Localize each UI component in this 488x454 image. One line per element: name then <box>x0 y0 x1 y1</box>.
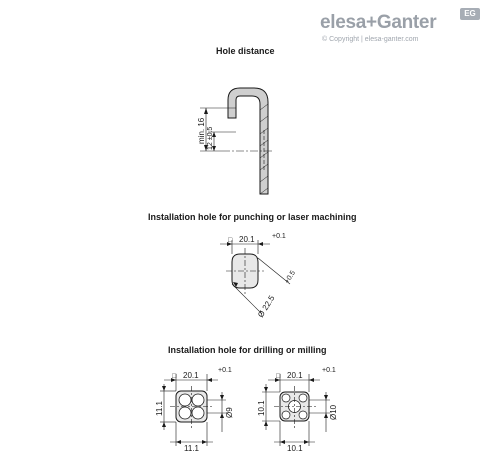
drilling-right-drawing <box>257 367 338 453</box>
heading-hole-distance: Hole distance <box>216 46 275 56</box>
punching-drawing <box>220 233 297 319</box>
drill-hole-right-bl <box>282 411 290 419</box>
dim-12-label: 12 ±0.5 <box>207 126 214 150</box>
dim-left-bottom-label: 11.1 <box>184 444 199 453</box>
dim-right-width-label: 20.1 <box>287 371 303 380</box>
diameter-label: Ø 22.5 <box>256 293 277 320</box>
drill-hole-bl <box>179 407 191 419</box>
dim-left-width-label: 20.1 <box>183 371 199 380</box>
dim-left-diameter-label: Ø9 <box>225 407 234 418</box>
drill-hole-right-br <box>299 411 307 419</box>
hole-distance-drawing <box>197 88 272 194</box>
dim-min16-label: min. 16 <box>197 117 206 144</box>
drill-hole-right-tl <box>282 394 290 402</box>
square-symbol: □ <box>228 237 233 244</box>
square-symbol-left: □ <box>172 373 177 380</box>
dim-right-diameter-label: Ø10 <box>329 404 338 420</box>
dim-right-height-label: 10.1 <box>257 400 266 416</box>
drill-hole-right-tr <box>299 394 307 402</box>
square-symbol-right: □ <box>276 373 281 380</box>
drill-hole-tr <box>192 394 204 406</box>
drilling-left-drawing <box>155 367 234 453</box>
heading-punching: Installation hole for punching or laser machining <box>148 212 357 222</box>
dim-left-height-label: 11.1 <box>155 401 164 416</box>
bracket-profile <box>228 88 268 194</box>
brand-name: elesa+Ganter <box>320 12 437 33</box>
dim-20-1-label: 20.1 <box>239 235 255 244</box>
tolerance-top-label: +0.1 <box>272 233 286 240</box>
brand-badge: EG <box>460 8 480 20</box>
heading-drilling: Installation hole for drilling or milling <box>168 345 327 355</box>
copyright-text: © Copyright | elesa-ganter.com <box>322 36 419 43</box>
tolerance-right-label: +0.1 <box>322 367 336 374</box>
tolerance-diameter-label: +0.5 <box>283 269 298 286</box>
dim-right-bottom-label: 10.1 <box>287 444 303 453</box>
drill-hole-br <box>192 407 204 419</box>
drill-hole-tl <box>179 394 191 406</box>
tolerance-left-label: +0.1 <box>218 367 232 374</box>
